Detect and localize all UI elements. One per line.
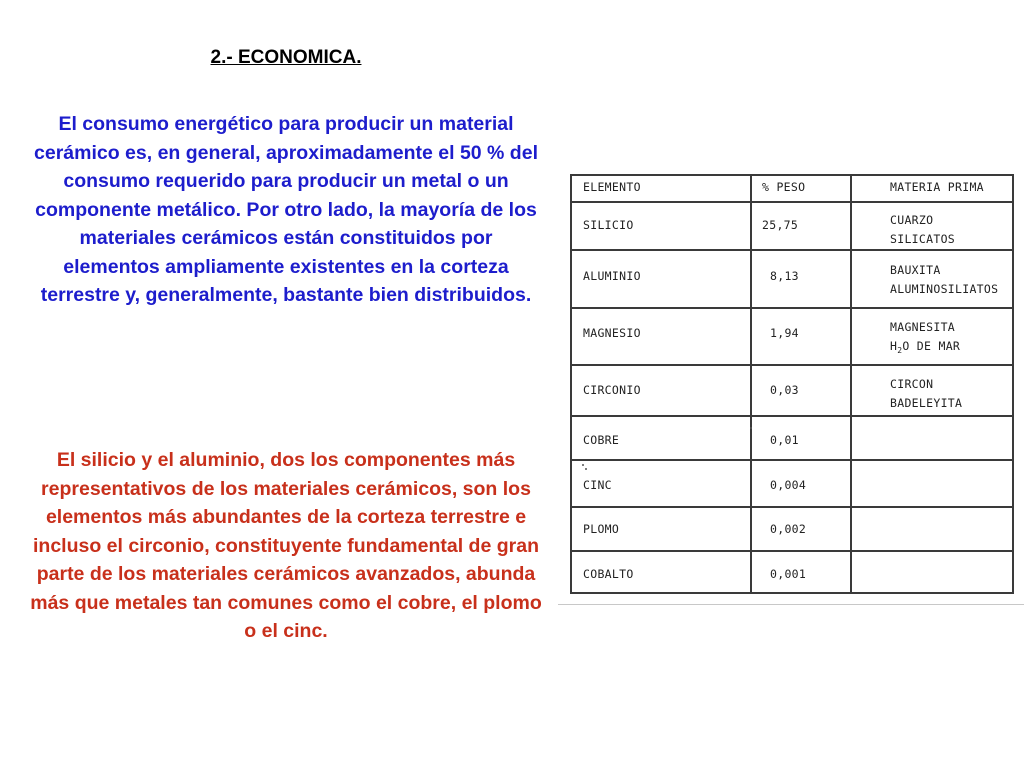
header-peso: % PESO: [762, 180, 806, 194]
element-abundance-table: [570, 172, 1014, 596]
cell-elemento: PLOMO: [583, 522, 620, 536]
table-rule: [570, 201, 1014, 203]
header-materia-prima: MATERIA PRIMA: [890, 180, 984, 194]
table-rule: [570, 550, 1014, 552]
cell-elemento: CINC: [583, 478, 612, 492]
cell-materia-line1: MAGNESITA: [890, 320, 956, 334]
formula-rest: O DE MAR: [902, 339, 961, 353]
cell-peso: 1,94: [770, 326, 799, 340]
cell-elemento: SILICIO: [583, 218, 634, 232]
table-border-left: [570, 174, 572, 594]
table-rule: [570, 249, 1014, 251]
table-base-rule: [558, 604, 1024, 605]
table-divider-1: [750, 174, 752, 594]
cell-elemento: COBALTO: [583, 567, 634, 581]
table-rule: [570, 506, 1014, 508]
table-rule: [570, 459, 1014, 461]
cell-materia-line1: CUARZO: [890, 213, 934, 227]
cell-elemento: MAGNESIO: [583, 326, 641, 340]
table-rule: [570, 364, 1014, 366]
cell-materia-line1: BAUXITA: [890, 263, 941, 277]
header-elemento: ELEMENTO: [583, 180, 641, 194]
cell-peso: 0,001: [770, 567, 807, 581]
cell-elemento: CIRCONIO: [583, 383, 641, 397]
cell-materia-line2: [890, 339, 960, 353]
paragraph-energy-consumption: El consumo energético para producir un material cerámico es, en general, aproximadamente el 50 % del consumo requerido para producir un metal o un componente metálico. Por otro lado, la mayoría de los materiales cerámicos están constituidos por elementos ampliamente existentes en la corteza terrestre y, generalmente, bastante bien distribuidos.: [34, 113, 538, 306]
cell-materia-line2: BADELEYITA: [890, 396, 963, 410]
cell-peso: 0,002: [770, 522, 807, 536]
table-rule: [570, 415, 1014, 417]
table-divider-2: [850, 174, 852, 594]
scan-speck: [585, 468, 587, 470]
table-border-bottom: [570, 592, 1014, 594]
scan-speck: [750, 427, 752, 429]
table-rule: [570, 307, 1014, 309]
table-border-top: [570, 174, 1014, 176]
cell-elemento: COBRE: [583, 433, 620, 447]
cell-materia-line2: SILICATOS: [890, 232, 956, 246]
formula-h: H: [890, 339, 898, 353]
scan-speck: [582, 464, 584, 466]
cell-peso: 0,01: [770, 433, 799, 447]
cell-peso: 0,03: [770, 383, 799, 397]
cell-materia-line1: CIRCON: [890, 377, 934, 391]
cell-peso: 25,75: [762, 218, 799, 232]
table-border-right: [1012, 174, 1014, 594]
formula-subscript: 2: [897, 346, 903, 355]
paragraph-abundance: El silicio y el aluminio, dos los componentes más representativos de los materiales cerámicos, son los elementos más abundantes de la corteza terrestre e incluso el circonio, constituyente fundamental de gran parte de los materiales cerámicos avanzados, abunda más que metales tan comunes como el cobre, el plomo o el cinc.: [30, 449, 542, 642]
slide-title: 2.- ECONOMICA.: [210, 47, 362, 68]
cell-elemento: ALUMINIO: [583, 269, 641, 283]
cell-peso: 8,13: [770, 269, 799, 283]
cell-materia-line2: ALUMINOSILIATOS: [890, 282, 999, 296]
cell-peso: 0,004: [770, 478, 807, 492]
